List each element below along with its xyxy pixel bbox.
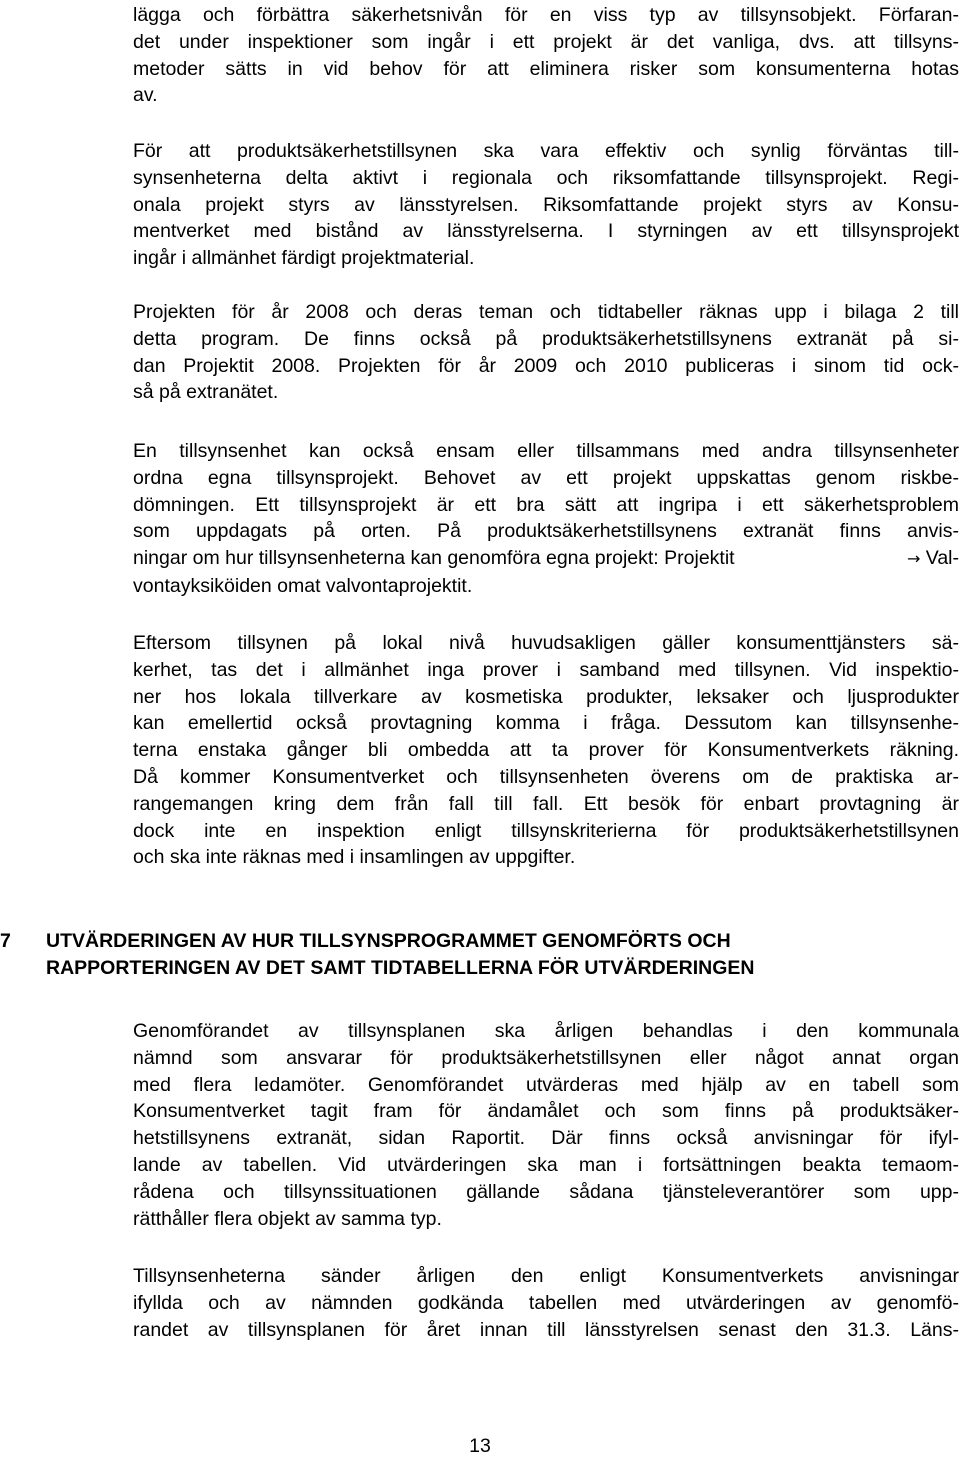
text-line: som uppdagats på orten. På produktsäkerhetstillsynens extranät finns anvis-	[133, 520, 959, 543]
text-line: En tillsynsenhet kan också ensam eller tillsammans med andra tillsynsenheter	[133, 440, 959, 462]
text-line: kan emellertid också provtagning komma i fråga. Dessutom kan tillsynsenhe-	[133, 712, 959, 735]
text-line: ingår i allmänhet färdigt projektmaterial.	[133, 247, 475, 270]
section-title-line: RAPPORTERINGEN AV DET SAMT TIDTABELLERNA FÖR UTVÄRDERINGEN	[46, 957, 755, 979]
text-line: synsenheterna delta aktivt i regionala och riksomfattande tillsynsprojekt. Regi-	[133, 166, 959, 189]
text-line: Konsumentverket tagit fram för ändamålet och som finns på produktsäker-	[133, 1100, 959, 1123]
text-line: kerhet, tas det i allmänhet inga prover i samband med tillsynen. Vid inspektio-	[133, 658, 959, 681]
text-line: mentverket med bistånd av länsstyrelserna. I styrningen av ett tillsynsprojekt	[133, 220, 959, 243]
paragraph-1	[133, 2, 959, 109]
text-line: ner hos lokala tillverkare av kosmetiska produkter, leksaker och ljusprodukter	[133, 685, 959, 708]
text-line: metoder sätts in vid behov för att eliminera risker som konsumenterna hotas	[133, 57, 959, 80]
text-line: hetstillsynens extranät, sidan Raportit. Där finns också anvisningar för ifyl-	[133, 1127, 959, 1150]
text-line: nämnd som ansvarar för produktsäkerhetstillsynen eller något annat organ	[133, 1046, 959, 1069]
text-line: lägga och förbättra säkerhetsnivån för en viss typ av tillsynsobjekt. Förfaran-	[133, 4, 959, 26]
text-line: rangemangen kring dem från fall till fall. Ett besök för enbart provtagning är	[133, 792, 959, 815]
text-line: För att produktsäkerhetstillsynen ska vara effektiv och synlig förväntas till-	[133, 140, 959, 162]
text-line: dan Projektit 2008. Projekten för år 2009 och 2010 publiceras i sinom tid ock-	[133, 354, 959, 377]
text-line-with-arrow	[133, 545, 959, 573]
paragraph-3	[133, 299, 959, 406]
text-line: Tillsynsenheterna sänder årligen den enligt Konsumentverkets anvisningar	[133, 1265, 959, 1287]
arrow-group	[907, 545, 959, 573]
text-line: rätthåller flera objekt av samma typ.	[133, 1207, 442, 1230]
text-line: ifyllda och av nämnden godkända tabellen med utvärderingen av genomfö-	[133, 1291, 959, 1314]
text-line: det under inspektioner som ingår i ett projekt är det vanliga, dvs. att tillsyns-	[133, 30, 959, 53]
text-line: så på extranätet.	[133, 381, 279, 404]
text-line: Genomförandet av tillsynsplanen ska årligen behandlas i den kommunala	[133, 1020, 959, 1042]
text-line: Projekten för år 2008 och deras teman och tidtabeller räknas upp i bilaga 2 till	[133, 301, 959, 323]
section-paragraph-2	[133, 1263, 959, 1343]
section-number: 7	[0, 930, 11, 952]
text-line: och ska inte räknas med i insamlingen av uppgifter.	[133, 846, 576, 869]
text-line: dömningen. Ett tillsynsprojekt är ett bra sätt att ingripa i ett säkerhetsproblem	[133, 493, 959, 516]
text-line: av.	[133, 84, 158, 107]
text-line: randet av tillsynsplanen för året innan till länsstyrelsen senast den 31.3. Läns-	[133, 1318, 959, 1341]
right-arrow-icon: →	[906, 549, 921, 569]
text-line: onala projekt styrs av länsstyrelsen. Riksomfattande projekt styrs av Konsu-	[133, 193, 959, 216]
text-line: lande av tabellen. Vid utvärderingen ska man i fortsättningen beakta temaom-	[133, 1153, 959, 1176]
paragraph-2	[133, 138, 959, 272]
text-line: detta program. De finns också på produktsäkerhetstillsynens extranät på si-	[133, 327, 959, 350]
paragraph-4	[133, 438, 959, 600]
text-line: vontayksiköiden omat valvontaprojektit.	[133, 574, 473, 597]
text-line: ordna egna tillsynsprojekt. Behovet av ett projekt uppskattas genom riskbe-	[133, 466, 959, 489]
section-title	[46, 928, 755, 982]
text-line: dock inte en inspektion enligt tillsynskriterierna för produktsäkerhetstillsynen	[133, 819, 959, 842]
text-line: rådena och tillsynssituationen gällande sådana tjänsteleverantörer som upp-	[133, 1180, 959, 1203]
text-line: terna enstaka gånger bli ombedda att ta prover för Konsumentverkets räkning.	[133, 739, 959, 762]
section-paragraph-1	[133, 1018, 959, 1232]
page-number: 13	[469, 1435, 491, 1457]
text-line: med flera ledamöter. Genomförandet utvärderas med hjälp av en tabell som	[133, 1073, 959, 1096]
text-line: Då kommer Konsumentverket och tillsynsenheten överens om de praktiska ar-	[133, 765, 959, 788]
text-line: ningar om hur tillsynsenheterna kan genomföra egna projekt: Projektit	[133, 547, 735, 570]
paragraph-5	[133, 630, 959, 871]
text-line: Eftersom tillsynen på lokal nivå huvudsakligen gäller konsumenttjänsters sä-	[133, 632, 959, 654]
section-title-line: UTVÄRDERINGEN AV HUR TILLSYNSPROGRAMMET GENOMFÖRTS OCH	[46, 930, 731, 952]
arrow-suffix: Val-	[925, 547, 959, 570]
